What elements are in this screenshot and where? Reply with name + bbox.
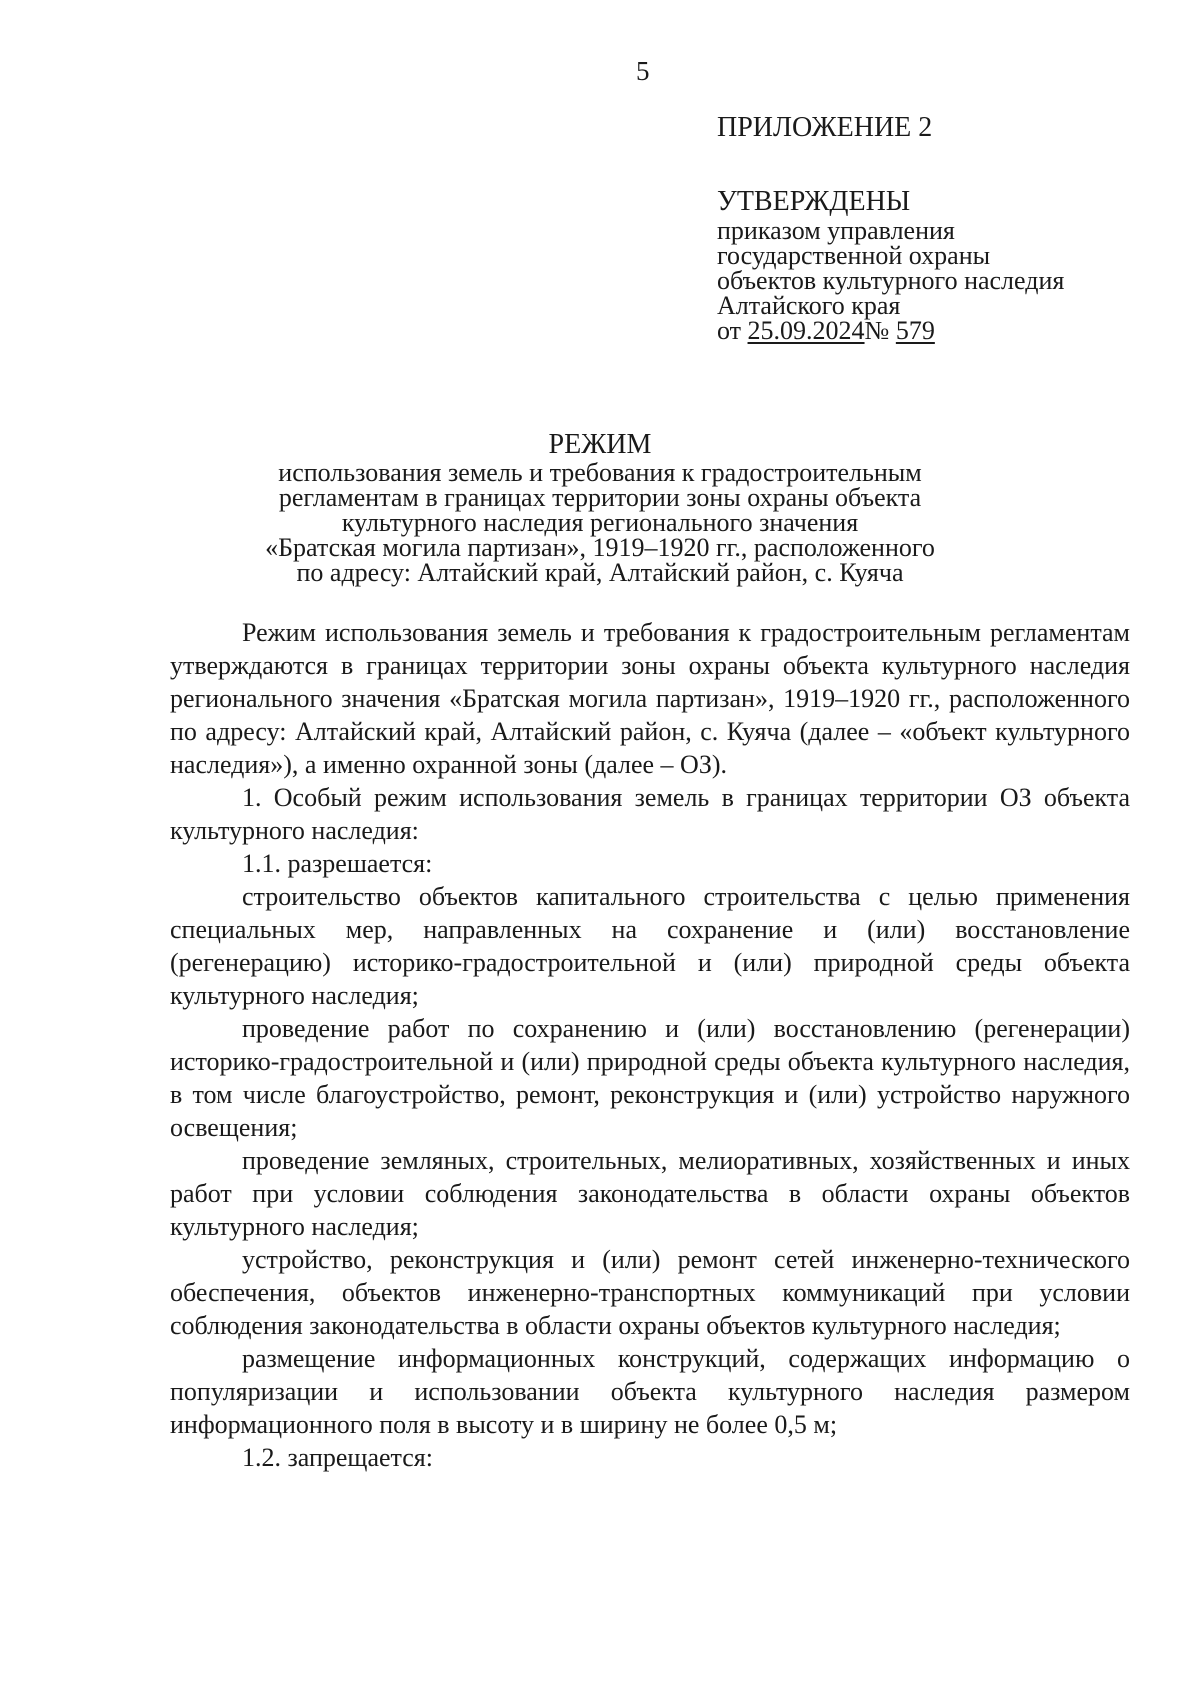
approval-date-line <box>717 318 1177 343</box>
document-body <box>170 616 1130 1474</box>
allowed-item: размещение информационных конструкций, содержащих информацию о популяризации и использовании объекта культурного наследия размером информационного поля в высоту и в ширину не более 0,5 м; <box>170 1344 1130 1439</box>
document-title <box>150 430 1050 585</box>
approval-line: Алтайского края <box>717 291 901 320</box>
title-main: РЕЖИМ <box>548 429 652 460</box>
title-line: культурного наследия регионального значения <box>341 508 859 537</box>
date-prefix: от <box>717 316 742 345</box>
title-line: по адресу: Алтайский край, Алтайский район, с. Куяча <box>296 558 904 587</box>
appendix-label: ПРИЛОЖЕНИЕ 2 <box>717 112 933 143</box>
approval-block <box>717 112 1177 343</box>
approval-line: объектов культурного наследия <box>717 266 1065 295</box>
page-number: 5 <box>636 56 650 86</box>
number-sign: № <box>864 316 890 345</box>
section-1-heading: 1. Особый режим использования земель в границах территории ОЗ объекта культурного наследия: <box>170 783 1130 845</box>
title-line: использования земель и требования к градостроительным <box>278 458 922 487</box>
intro-paragraph: Режим использования земель и требования к градостроительным регламентам утверждаются в границах территории зоны охраны объекта культурного наследия регионального значения «Братская могила партизан», 1919–1920 гг., расположенного по адресу: Алтайский край, Алтайский район, с. Куяча (далее – «объект культурного наследия»), а именно охранной зоны (далее – ОЗ). <box>170 618 1130 779</box>
allowed-item: строительство объектов капитального строительства с целью применения специальных мер, направленных на сохранение и (или) восстановление (регенерацию) историко-градостроительной и (или) природной среды объекта культурного наследия; <box>170 882 1130 1010</box>
approval-line: государственной охраны <box>717 241 991 270</box>
order-number: 579 <box>895 316 935 345</box>
allowed-item: устройство, реконструкция и (или) ремонт сетей инженерно-технического обеспечения, объектов инженерно-транспортных коммуникаций при условии соблюдения законодательства в области охраны объектов культурного наследия; <box>170 1245 1130 1340</box>
allowed-item: проведение работ по сохранению и (или) восстановлению (регенерации) историко-градостроительной и (или) природной среды объекта культурного наследия, в том числе благоустройство, ремонт, реконструкция и (или) устройство наружного освещения; <box>170 1014 1130 1142</box>
approval-date: 25.09.2024 <box>747 316 865 345</box>
section-1-2-heading: 1.2. запрещается: <box>242 1443 433 1472</box>
approval-line: приказом управления <box>717 216 955 245</box>
approved-title: УТВЕРЖДЕНЫ <box>717 186 911 217</box>
title-line: «Братская могила партизан», 1919–1920 гг., расположенного <box>265 533 935 562</box>
section-1-1-heading: 1.1. разрешается: <box>242 849 433 878</box>
title-line: регламентам в границах территории зоны охраны объекта <box>278 483 922 512</box>
allowed-item: проведение земляных, строительных, мелиоративных, хозяйственных и иных работ при условии соблюдения законодательства в области охраны объектов культурного наследия; <box>170 1146 1130 1241</box>
